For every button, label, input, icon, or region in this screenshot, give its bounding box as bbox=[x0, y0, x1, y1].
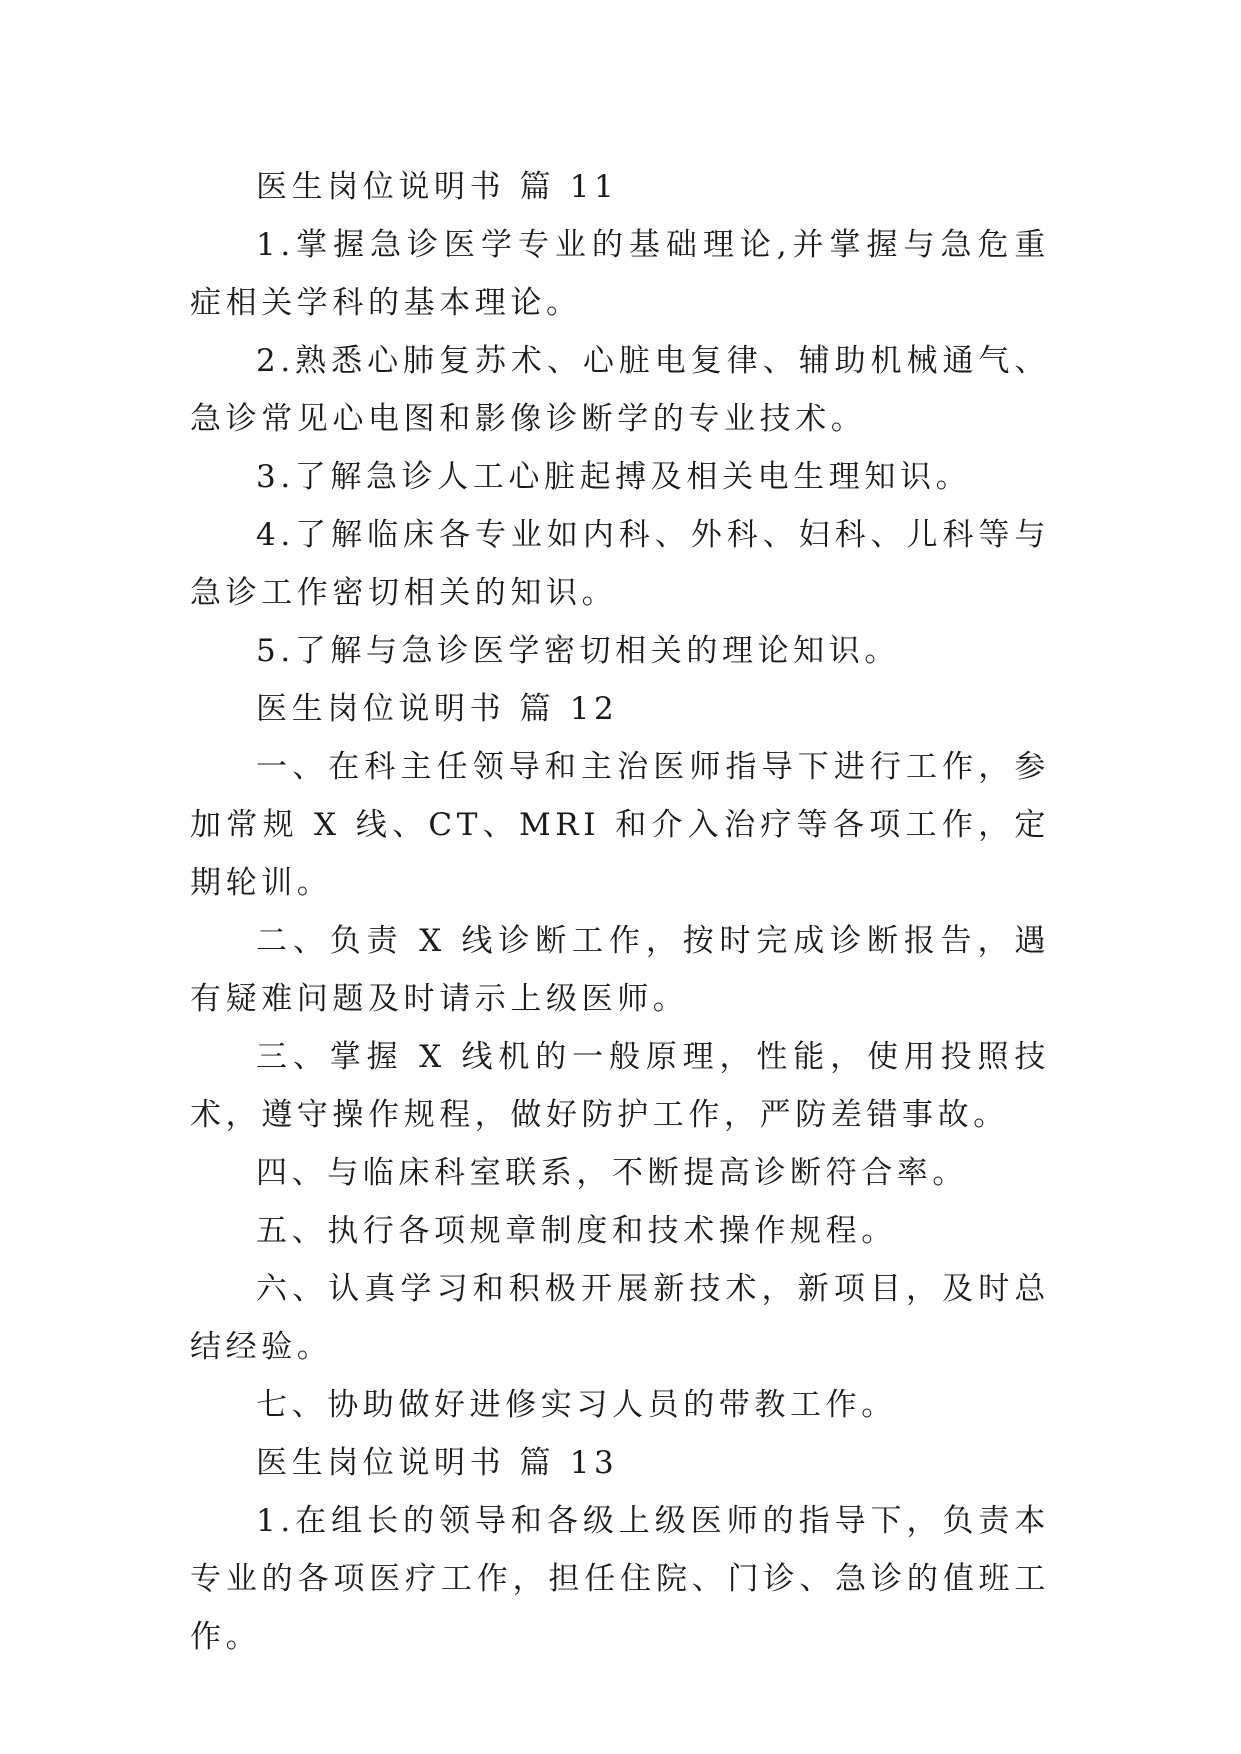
paragraph: 5.了解与急诊医学密切相关的理论知识。 bbox=[256, 633, 900, 669]
document-body bbox=[190, 158, 1050, 1666]
paragraph: 七、协助做好进修实习人员的带教工作。 bbox=[256, 1387, 897, 1423]
section-heading: 医生岗位说明书 篇 11 bbox=[256, 169, 619, 205]
section-heading: 医生岗位说明书 篇 13 bbox=[256, 1445, 619, 1481]
paragraph: 2.熟悉心肺复苏术、心脏电复律、辅助机械通气、急诊常见心电图和影像诊断学的专业技术。 bbox=[190, 343, 1050, 437]
paragraph: 六、认真学习和积极开展新技术，新项目，及时总结经验。 bbox=[190, 1271, 1050, 1365]
paragraph: 1.掌握急诊医学专业的基础理论,并掌握与急危重症相关学科的基本理论。 bbox=[190, 227, 1050, 321]
paragraph: 一、在科主任领导和主治医师指导下进行工作，参加常规 X 线、CT、MRI 和介入治疗等各项工作，定期轮训。 bbox=[190, 749, 1050, 901]
paragraph: 3.了解急诊人工心脏起搏及相关电生理知识。 bbox=[256, 459, 972, 495]
paragraph: 三、掌握 X 线机的一般原理，性能，使用投照技术，遵守操作规程，做好防护工作，严防差错事故。 bbox=[190, 1039, 1050, 1133]
section-11 bbox=[190, 158, 1050, 680]
paragraph: 4.了解临床各专业如内科、外科、妇科、儿科等与急诊工作密切相关的知识。 bbox=[190, 517, 1050, 611]
paragraph: 四、与临床科室联系，不断提高诊断符合率。 bbox=[256, 1155, 968, 1191]
section-heading: 医生岗位说明书 篇 12 bbox=[256, 691, 619, 727]
paragraph: 二、负责 X 线诊断工作，按时完成诊断报告，遇有疑难问题及时请示上级医师。 bbox=[190, 923, 1050, 1017]
paragraph: 1.在组长的领导和各级上级医师的指导下，负责本专业的各项医疗工作，担任住院、门诊、急诊的值班工作。 bbox=[190, 1503, 1050, 1655]
section-12 bbox=[190, 680, 1050, 1434]
section-13 bbox=[190, 1434, 1050, 1666]
paragraph: 五、执行各项规章制度和技术操作规程。 bbox=[256, 1213, 897, 1249]
